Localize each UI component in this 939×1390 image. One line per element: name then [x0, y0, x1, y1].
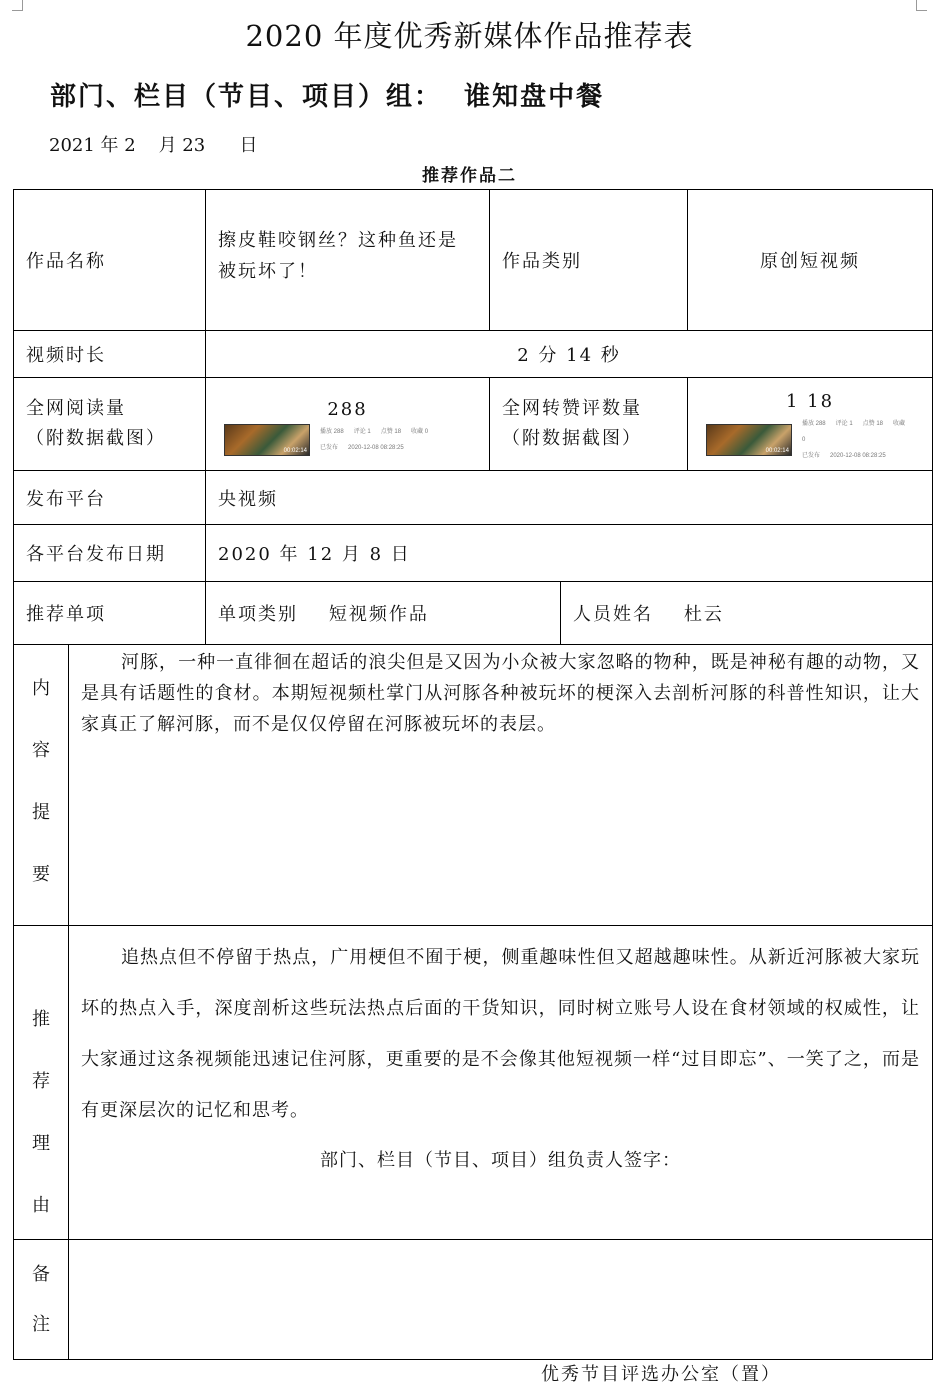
reason-text: 追热点但不停留于热点，广用梗但不囿于梗，侧重趣味性但又超越趣味性。从新近河豚被大家玩坏的热点入手，深度剖析这些玩法热点后面的干货知识，同时树立账号人设在食材领域的权威性，让大家通过这条视频能迅速记住河豚，更重要的是不会像其他短视频一样“过目即忘”、一笑了之，而是有更深层次的记忆和思考。: [81, 947, 920, 1121]
summary-label-char: 内: [32, 678, 50, 699]
stat-likes: 点赞 18: [380, 428, 402, 435]
work-type-value: 原创短视频: [688, 190, 933, 331]
thumbnail-duration: 00:02:14: [283, 447, 307, 454]
screenshot-stats: [320, 424, 438, 456]
engagement-value: 1 18: [785, 390, 835, 412]
person-name: 人员姓名 杜云: [561, 582, 933, 645]
work-name-value: 擦皮鞋咬钢丝？这种鱼还是被玩坏了！: [206, 190, 490, 331]
reason-label-char: 推: [32, 1009, 50, 1030]
row-summary: [14, 645, 933, 926]
publish-date-label: 各平台发布日期: [14, 525, 206, 582]
work-type-label: 作品类别: [490, 190, 688, 331]
engagement-screenshot: [706, 416, 920, 464]
stat-comments: 评论 1: [835, 420, 853, 427]
duration-label: 视频时长: [14, 331, 206, 378]
row-work-name: [14, 190, 933, 331]
platform-value: 央视频: [206, 471, 933, 525]
row-remarks: [14, 1240, 933, 1360]
corner-mark-top-left: [12, 0, 23, 11]
single-item-label: 推荐单项: [14, 582, 206, 645]
engagement-label: [490, 378, 688, 471]
summary-label-char: 容: [32, 740, 50, 761]
engagement-cell: [688, 378, 933, 471]
work-name-label: 作品名称: [14, 190, 206, 331]
signature-line: 部门、栏目（节目、项目）组负责人签字：: [320, 1150, 681, 1171]
stat-plays: 播放 288: [320, 428, 344, 435]
platform-label: 发布平台: [14, 471, 206, 525]
stat-status: 已发布: [320, 444, 339, 451]
duration-value: 2 分 14 秒: [206, 331, 933, 378]
row-platform: [14, 471, 933, 525]
views-cell: [206, 378, 490, 471]
views-value: 288: [327, 398, 368, 420]
publish-date-value: 2020 年 12 月 8 日: [206, 525, 933, 582]
row-publish-date: [14, 525, 933, 582]
video-thumbnail: [706, 424, 792, 456]
single-category: 单项类别 短视频作品: [206, 582, 561, 645]
remarks-label-char: 备: [32, 1263, 50, 1285]
page-title: 2020 年度优秀新媒体作品推荐表: [245, 19, 694, 53]
reason-content: [69, 926, 933, 1240]
row-metrics: [14, 378, 933, 471]
remarks-content: [69, 1240, 933, 1360]
summary-text: 河豚，一种一直徘徊在超话的浪尖但是又因为小众被大家忽略的物种，既是神秘有趣的动物，又是具有话题性的食材。本期短视频杜掌门从河豚各种被玩坏的梗深入去剖析河豚的科普性知识，让大家真正了解河豚，而不是仅仅停留在河豚被玩坏的表层。: [81, 652, 920, 735]
recommendation-form: [13, 189, 933, 1360]
reason-label-char: 荐: [32, 1071, 50, 1092]
stat-status: 已发布: [801, 452, 820, 459]
views-label-line2: （附数据截图）: [26, 428, 166, 449]
row-single-item: [14, 582, 933, 645]
row-duration: [14, 331, 933, 378]
footer-office: 优秀节目评选办公室（置）: [541, 1364, 781, 1385]
views-screenshot: [224, 424, 477, 456]
summary-label-char: 提: [32, 802, 50, 823]
stat-plays: 播放 288: [801, 420, 826, 427]
screenshot-stats: [802, 416, 920, 464]
subtitle: 推荐作品二: [422, 166, 517, 186]
reason-label-char: 由: [32, 1195, 50, 1216]
reason-label-char: 理: [32, 1133, 50, 1154]
engagement-label-line1: 全网转赞评数量: [502, 398, 642, 419]
summary-label: [14, 645, 69, 926]
department-line: 部门、栏目（节目、项目）组： 谁知盘中餐: [50, 82, 605, 112]
views-label-line1: 全网阅读量: [26, 398, 126, 419]
stat-favorites: 收藏 0: [801, 420, 906, 443]
stat-time: 2020-12-08 08:28:25: [829, 452, 886, 459]
video-thumbnail: [224, 424, 310, 456]
corner-mark-top-right: [916, 0, 927, 11]
thumbnail-duration: 00:02:14: [765, 447, 789, 454]
stat-likes: 点赞 18: [862, 420, 884, 427]
stat-comments: 评论 1: [353, 428, 371, 435]
summary-content: [69, 645, 933, 926]
reason-label: [14, 926, 69, 1240]
remarks-label: [14, 1240, 69, 1360]
remarks-label-char: 注: [32, 1313, 50, 1335]
row-reason: [14, 926, 933, 1240]
stat-time: 2020-12-08 08:28:25: [348, 444, 404, 451]
summary-label-char: 要: [32, 864, 50, 885]
date-line: 2021 年 2 月 23 日: [49, 135, 258, 156]
stat-favorites: 收藏 0: [411, 428, 429, 435]
engagement-label-line2: （附数据截图）: [502, 428, 642, 449]
views-label: [14, 378, 206, 471]
